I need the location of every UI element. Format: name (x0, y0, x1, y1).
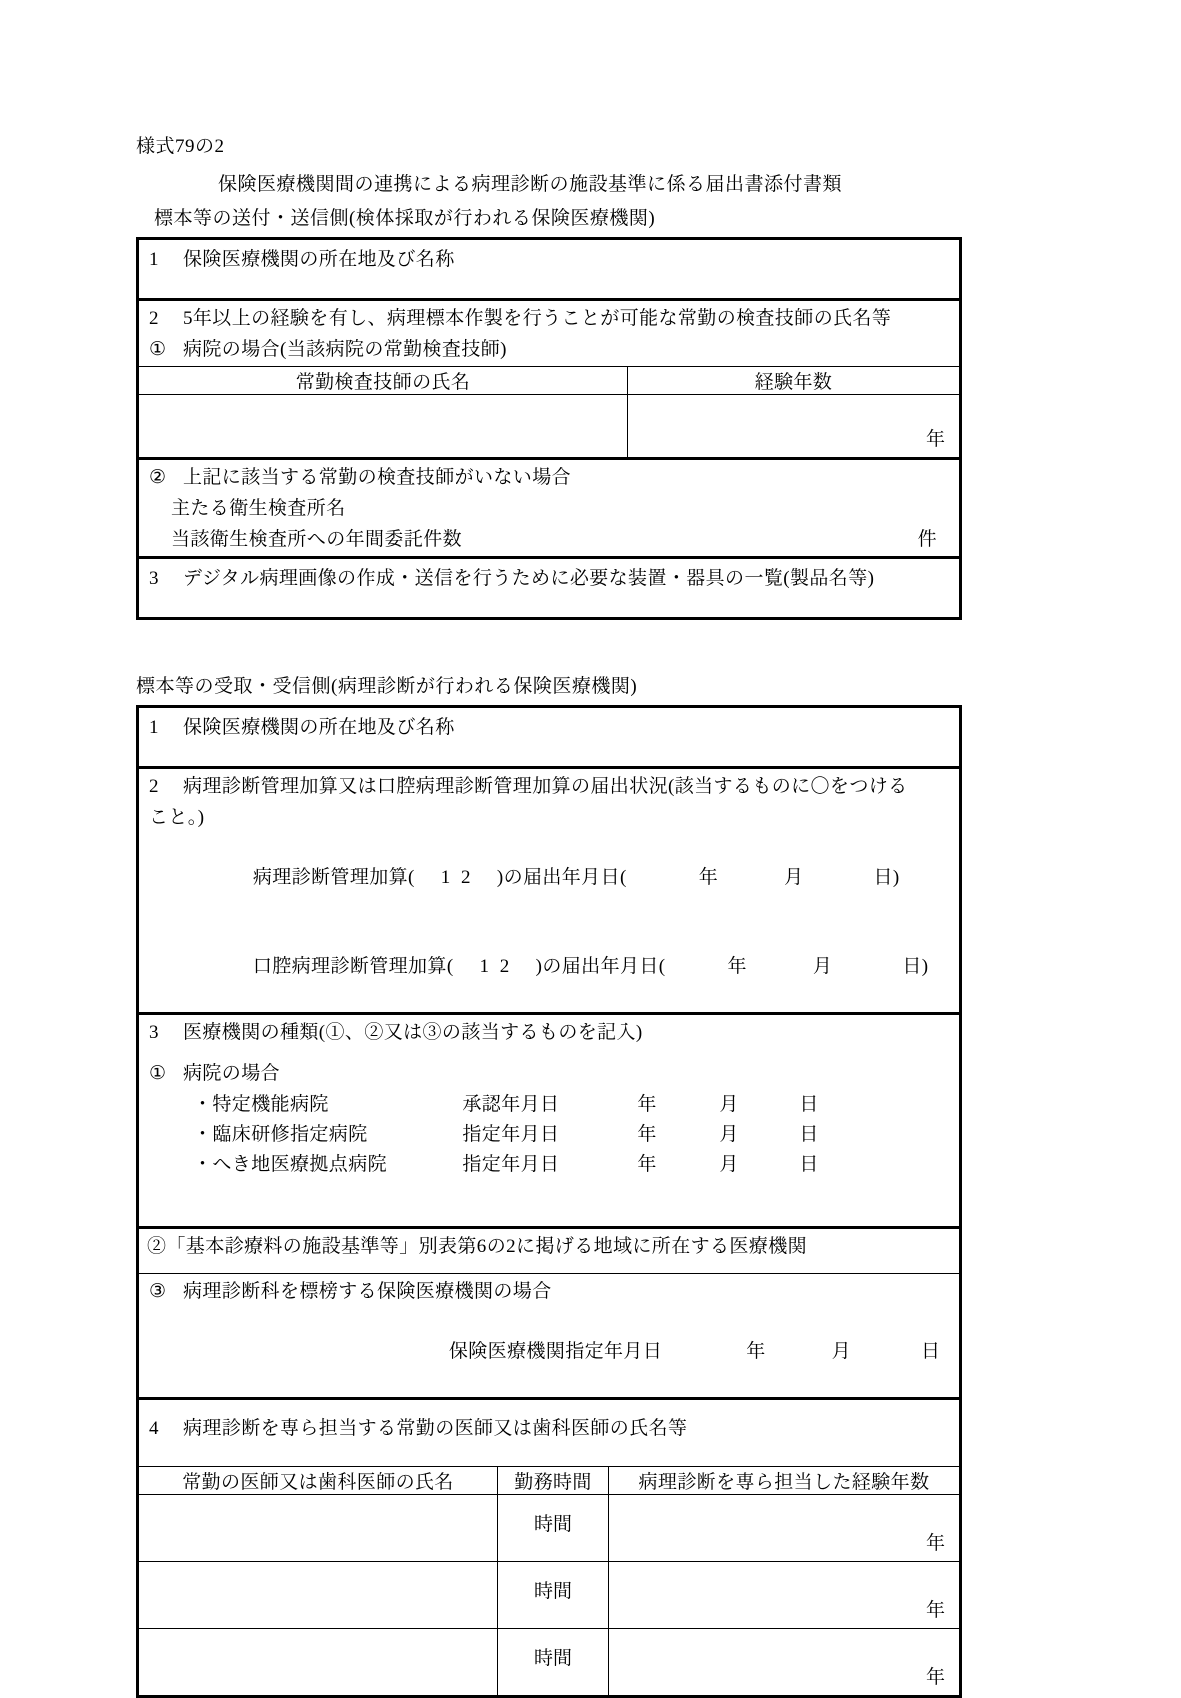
sender-item2-sub1-label: 病院の場合(当該病院の常勤検査技師) (183, 339, 507, 360)
receiver-item3-trailing-space (139, 1180, 959, 1226)
receiver-item3-cell[interactable] (138, 1014, 961, 1228)
doctor-name-input-1[interactable] (138, 1562, 498, 1629)
doctor-hours-header-label: 勤務時間 (514, 1472, 592, 1493)
doctor-experience-unit-2: 年 (925, 1667, 945, 1688)
doctor-experience-input-2[interactable] (609, 1629, 961, 1697)
sender-item2-sub2-line (139, 460, 959, 494)
receiver-oral-pathology-bonus-tail: )の届出年月日( (535, 956, 666, 977)
sender-tech-name-header-label: 常勤検査技師の氏名 (295, 372, 471, 393)
receiver-pathology-bonus-name: 病理診断管理加算( (252, 867, 415, 888)
receiver-item1-line (139, 708, 959, 746)
receiver-oral-pathology-bonus-year: 年 (727, 956, 747, 977)
receiver-item4-number: 4 (149, 1418, 159, 1439)
receiver-item3-label: 医療機関の種類(①、②又は③の該当するものを記入) (183, 1022, 643, 1043)
hospital-type-name-1: 臨床研修指定病院 (212, 1124, 368, 1145)
sender-annual-count-unit: 件 (917, 529, 937, 550)
list-item[interactable] (193, 1150, 959, 1180)
hospital-type-day-0: 日 (799, 1094, 819, 1115)
sender-item2-sub1-line (139, 335, 959, 366)
doctor-hours-input-2[interactable] (498, 1629, 609, 1697)
table-row (138, 768, 961, 1014)
form-number: 様式79の2 (136, 136, 225, 157)
table-row (138, 367, 961, 395)
sender-lab-name-line (139, 494, 959, 525)
hospital-type-year-2: 年 (637, 1154, 657, 1175)
receiver-item3-sub1-line (139, 1049, 959, 1090)
doctor-experience-header (609, 1467, 961, 1495)
receiver-item1-cell[interactable] (138, 707, 961, 768)
hospital-type-date-label-2: 指定年月日 (462, 1154, 560, 1175)
receiver-item3-sub1-label: 病院の場合 (183, 1063, 281, 1084)
hospital-type-year-0: 年 (637, 1094, 657, 1115)
list-item[interactable] (193, 1090, 959, 1120)
bullet-marker-1: ・ (193, 1124, 213, 1145)
sender-item3-label: デジタル病理画像の作成・送信を行うために必要な装置・器具の一覧(製品名等) (183, 568, 875, 589)
sender-tech-years-unit: 年 (925, 429, 945, 450)
receiver-item1-label: 保険医療機関の所在地及び名称 (183, 717, 455, 738)
receiver-designation-date-line (139, 1308, 959, 1397)
sender-tech-years-header (628, 367, 961, 395)
sender-item1-label: 保険医療機関の所在地及び名称 (183, 249, 455, 270)
receiver-pathology-bonus-tail: )の届出年月日( (496, 867, 627, 888)
receiver-pathology-bonus-date-line (139, 834, 959, 923)
receiver-item3-sub1-marker: ① (149, 1063, 167, 1084)
receiver-item3-sub2-marker: ② (147, 1236, 167, 1257)
hospital-type-date-label-0: 承認年月日 (462, 1094, 560, 1115)
sender-item2-number: 2 (149, 308, 159, 329)
doctor-experience-unit-0: 年 (925, 1533, 945, 1554)
sender-item1-line (139, 240, 959, 278)
doctor-hours-unit-1: 時間 (533, 1581, 573, 1602)
receiver-designation-day: 日 (921, 1341, 941, 1362)
doctor-name-input-0[interactable] (138, 1495, 498, 1562)
table-row (138, 239, 961, 300)
sender-block-caption: 標本等の送付・送信側(検体採取が行われる保険医療機関) (154, 208, 656, 229)
doctor-name-header (138, 1467, 498, 1495)
hospital-type-name-2: へき地医療拠点病院 (212, 1154, 388, 1175)
receiver-pathology-bonus-options[interactable]: 1 2 (440, 867, 471, 888)
hospital-type-month-0: 月 (719, 1094, 739, 1115)
block-spacer (136, 620, 962, 668)
sender-item2-sub2-marker: ② (149, 467, 167, 488)
sender-item1-number: 1 (149, 249, 159, 270)
receiver-oral-pathology-bonus-date-line (139, 923, 959, 1012)
table-row (138, 459, 961, 558)
sender-item2-sub1-marker: ① (149, 339, 167, 360)
receiver-hospital-type-bullets (139, 1090, 959, 1180)
sender-item2-sub2-cell[interactable] (138, 459, 961, 558)
form-sheet (136, 134, 962, 1698)
doctor-experience-unit-1: 年 (925, 1600, 945, 1621)
doctor-experience-input-1[interactable] (609, 1562, 961, 1629)
doctor-hours-header (498, 1467, 609, 1495)
doctor-name-input-2[interactable] (138, 1629, 498, 1697)
bullet-marker-0: ・ (193, 1094, 213, 1115)
sender-tech-years-header-label: 経験年数 (754, 372, 833, 393)
receiver-item3-number: 3 (149, 1022, 159, 1043)
doctor-hours-input-0[interactable] (498, 1495, 609, 1562)
receiver-item2-cell[interactable] (138, 768, 961, 1014)
receiver-item4-cell (138, 1399, 961, 1467)
hospital-type-year-1: 年 (637, 1124, 657, 1145)
hospital-type-date-label-1: 指定年月日 (462, 1124, 560, 1145)
receiver-item3-sub2-line (139, 1229, 959, 1263)
table-row (138, 1562, 961, 1629)
table-row (138, 1399, 961, 1467)
receiver-item3-sub3-cell[interactable] (138, 1274, 961, 1399)
receiver-item3-sub3-label: 病理診断科を標榜する保険医療機関の場合 (183, 1281, 552, 1302)
doctor-hours-unit-2: 時間 (533, 1648, 573, 1669)
receiver-item2-label-1: 病理診断管理加算又は口腔病理診断管理加算の届出状況(該当するものに〇をつける (183, 776, 908, 797)
receiver-item1-number: 1 (149, 717, 159, 738)
receiver-item2-line2 (139, 803, 959, 834)
table-row (138, 1014, 961, 1228)
hospital-type-day-2: 日 (799, 1154, 819, 1175)
sender-lab-name-label: 主たる衛生検査所名 (171, 498, 346, 519)
list-item[interactable] (193, 1120, 959, 1150)
document-title: 保険医療機関間の連携による病理診断の施設基準に係る届出書添付書類 (218, 174, 843, 195)
hospital-type-name-0: 特定機能病院 (212, 1094, 329, 1115)
receiver-block-caption: 標本等の受取・受信側(病理診断が行われる保険医療機関) (136, 676, 638, 697)
sender-tech-name-input[interactable] (138, 395, 628, 459)
receiver-oral-pathology-bonus-name: 口腔病理診断管理加算( (252, 956, 454, 977)
hospital-type-month-2: 月 (719, 1154, 739, 1175)
receiver-item3-sub2-label: 「基本診療料の施設基準等」別表第6の2に掲げる地域に所在する医療機関 (166, 1236, 808, 1257)
sender-item3-number: 3 (149, 568, 159, 589)
receiver-item3-sub2-cell[interactable] (138, 1228, 961, 1274)
receiver-item3-line (139, 1015, 959, 1049)
receiver-item2-number: 2 (149, 776, 159, 797)
receiver-item2-label-2: こと。) (149, 807, 205, 828)
table-row (138, 1274, 961, 1399)
table-row (138, 558, 961, 619)
sender-item2-label: 5年以上の経験を有し、病理標本作製を行うことが可能な常勤の検査技師の氏名等 (183, 308, 892, 329)
sender-tech-name-header (138, 367, 628, 395)
sender-annual-count-line (139, 525, 959, 556)
receiver-pathology-bonus-year: 年 (698, 867, 719, 888)
doctor-experience-input-0[interactable] (609, 1495, 961, 1562)
table-row (138, 300, 961, 367)
receiver-designation-year: 年 (746, 1341, 766, 1362)
sender-item1-cell[interactable] (138, 239, 961, 300)
sender-block-table (136, 237, 962, 620)
sender-item2-line (139, 301, 959, 335)
table-row (138, 1228, 961, 1274)
receiver-pathology-bonus-month: 月 (784, 867, 804, 888)
receiver-item4-label: 病理診断を専ら担当する常勤の医師又は歯科医師の氏名等 (183, 1418, 688, 1439)
hospital-type-day-1: 日 (799, 1124, 819, 1145)
sender-item2-sub2-label: 上記に該当する常勤の検査技師がいない場合 (183, 467, 572, 488)
receiver-oral-pathology-bonus-month: 月 (812, 956, 833, 977)
receiver-designation-month: 月 (831, 1341, 852, 1362)
doctor-hours-unit-0: 時間 (533, 1514, 573, 1535)
sender-annual-count-label: 当該衛生検査所への年間委託件数 (171, 529, 463, 550)
doctor-name-header-label: 常勤の医師又は歯科医師の氏名 (182, 1472, 454, 1493)
doctor-hours-input-1[interactable] (498, 1562, 609, 1629)
table-row (138, 1495, 961, 1562)
receiver-pathology-bonus-day: 日) (873, 867, 900, 888)
receiver-oral-pathology-bonus-options[interactable]: 1 2 (479, 956, 510, 977)
hospital-type-month-1: 月 (719, 1124, 739, 1145)
receiver-item3-sub3-marker: ③ (149, 1281, 167, 1302)
table-row (138, 395, 961, 459)
sender-item3-line (139, 559, 959, 597)
table-row (138, 1467, 961, 1495)
doctor-experience-header-label: 病理診断を専ら担当した経験年数 (638, 1472, 930, 1493)
receiver-block-table (136, 705, 962, 1698)
receiver-item4-line (139, 1400, 959, 1447)
receiver-item2-line1 (139, 769, 959, 803)
sender-tech-years-input[interactable] (628, 395, 961, 459)
bullet-marker-2: ・ (193, 1154, 213, 1175)
sender-item3-cell[interactable] (138, 558, 961, 619)
receiver-item3-sub3-line (139, 1274, 959, 1308)
receiver-oral-pathology-bonus-day: 日) (902, 956, 929, 977)
receiver-designation-date-label: 保険医療機関指定年月日 (448, 1341, 663, 1362)
table-row (138, 1629, 961, 1697)
table-row (138, 707, 961, 768)
sender-item2-header-cell (138, 300, 961, 367)
